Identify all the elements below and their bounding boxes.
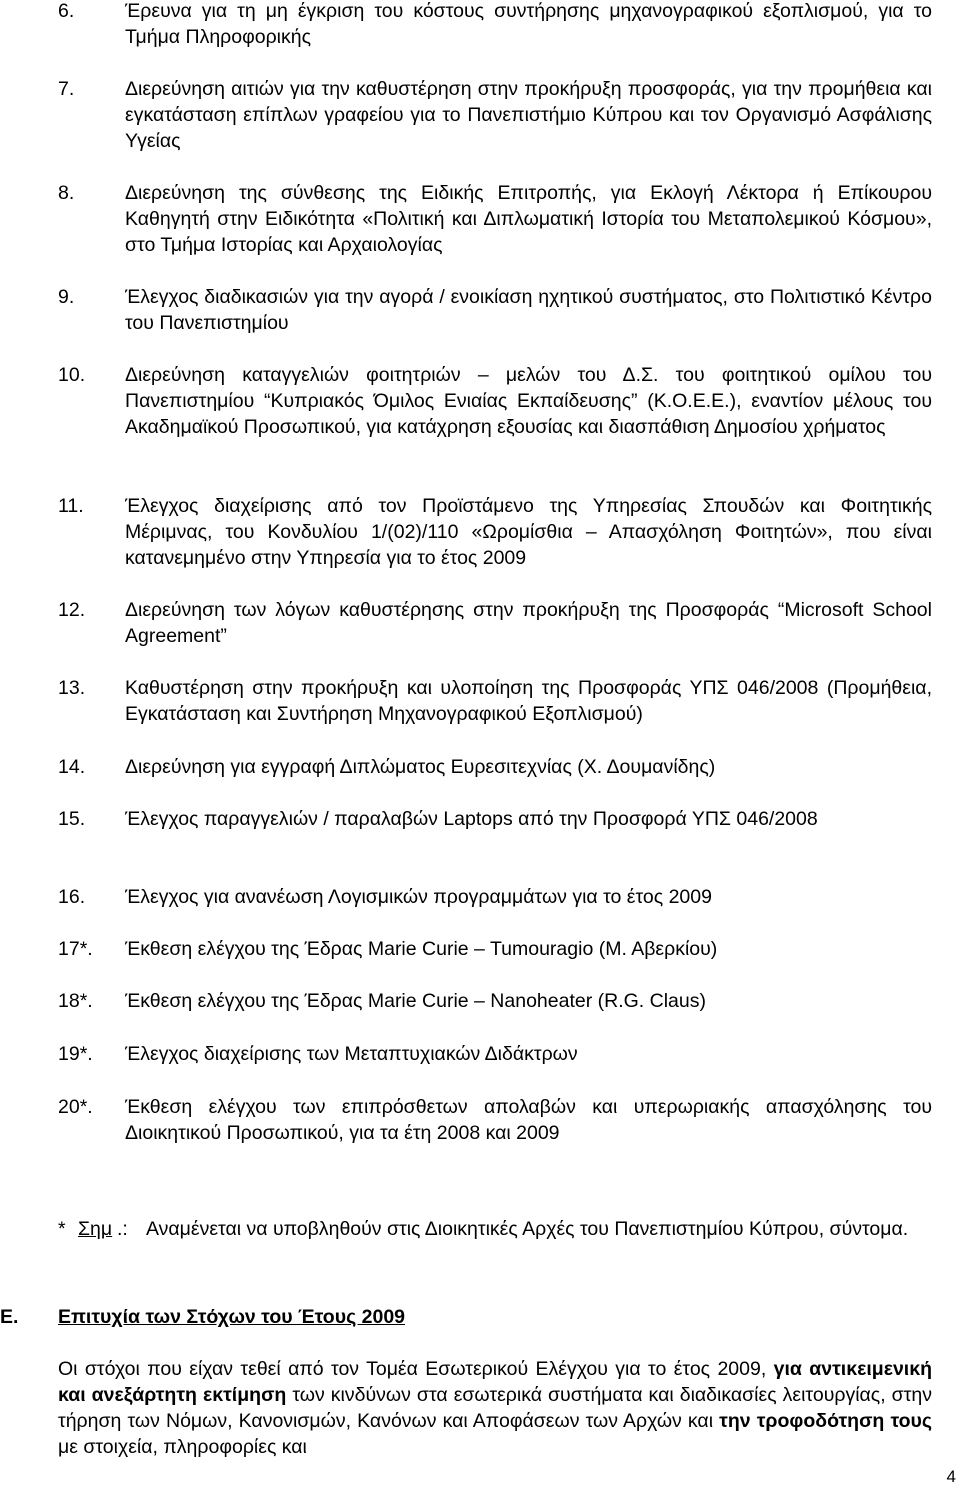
item-number: 8.: [58, 182, 75, 204]
item-number: 10.: [58, 364, 86, 386]
item-text: Έκθεση ελέγχου της Έδρας Marie Curie – Tumouragio (Μ. Αβερκίου): [125, 938, 718, 960]
item-number: 9.: [58, 286, 75, 308]
footnote-label: Σημ: [78, 1218, 113, 1240]
item-text: Έλεγχος διαχείρισης των Μεταπτυχιακών Διδάκτρων: [125, 1043, 578, 1065]
item-text: Έλεγχος διαχείρισης από τον Προϊστάμενο της Υπηρεσίας Σπουδών και Φοιτητικής Μέριμνας, του Κονδυλίου 1/(02)/110 «Ωρομίσθια – Απασχόληση Φοιτητών», που είναι κατανεμημένο στην Υπηρεσία για το έτος 2009: [125, 495, 932, 569]
item-number: 12.: [58, 599, 86, 621]
item-text: Διερεύνηση της σύνθεσης της Ειδικής Επιτροπής, για Εκλογή Λέκτορα ή Επίκουρου Καθηγητή στην Ειδικότητα «Πολιτική και Διπλωματική Ιστορία του Μεταπολεμικού Κόσμου», στο Τμήμα Ιστορίας και Αρχαιολογίας: [125, 182, 932, 256]
section-letter: Ε.: [0, 1306, 19, 1328]
item-text: Έκθεση ελέγχου των επιπρόσθετων απολαβών και υπερωριακής απασχόλησης του Διοικητικού Προσωπικού, για τα έτη 2008 και 2009: [125, 1096, 932, 1144]
item-text: Έρευνα για τη μη έγκριση του κόστους συντήρησης μηχανογραφικού εξοπλισμού, για το Τμήμα Πληροφορικής: [125, 0, 932, 48]
item-number: 18*.: [58, 990, 93, 1012]
paragraph-text: Οι στόχοι που είχαν τεθεί από τον Τομέα Εσωτερικού Ελέγχου για το έτος 2009,: [58, 1358, 774, 1380]
item-number: 6.: [58, 0, 75, 22]
footnote-text: Αναμένεται να υποβληθούν στις Διοικητικές Αρχές του Πανεπιστημίου Κύπρου, σύντομα.: [146, 1218, 909, 1240]
item-number: 17*.: [58, 938, 93, 960]
item-number: 7.: [58, 78, 75, 100]
item-number: 14.: [58, 756, 86, 778]
footnote-marker: *: [58, 1218, 66, 1240]
paragraph-bold-text: την τροφοδότηση τους: [719, 1410, 933, 1432]
item-text: Διερεύνηση καταγγελιών φοιτητριών – μελών του Δ.Σ. του φοιτητικού ομίλου του Πανεπιστημίου “Κυπριακός Όμιλος Ενιαίας Εκπαίδευσης” (Κ.Ο.Ε.Ε.), εναντίον μέλους του Ακαδημαϊκού Προσωπικού, για κατάχρηση εξουσίας και διασπάθιση Δημοσίου χρήματος: [125, 364, 932, 438]
item-number: 20*.: [58, 1096, 93, 1118]
item-number: 11.: [58, 495, 84, 517]
item-text: Διερεύνηση αιτιών για την καθυστέρηση στην προκήρυξη προσφοράς, για την προμήθεια και εγκατάσταση επίπλων γραφείου για το Πανεπιστήμιο Κύπρου και τον Οργανισμό Ασφάλισης Υγείας: [125, 78, 932, 152]
item-number: 19*.: [58, 1043, 93, 1065]
footnote-colon: .:: [117, 1218, 128, 1240]
item-number: 13.: [58, 677, 86, 699]
item-number: 16.: [58, 886, 86, 908]
item-text: Διερεύνηση για εγγραφή Διπλώματος Ευρεσιτεχνίας (Χ. Δουμανίδης): [125, 756, 716, 778]
item-text: Έλεγχος παραγγελιών / παραλαβών Laptops από την Προσφορά ΥΠΣ 046/2008: [125, 808, 818, 830]
item-text: Καθυστέρηση στην προκήρυξη και υλοποίηση της Προσφοράς ΥΠΣ 046/2008 (Προμήθεια, Εγκατάσταση και Συντήρηση Μηχανογραφικού Εξοπλισμού): [125, 677, 932, 725]
item-text: Έκθεση ελέγχου της Έδρας Marie Curie – Nanoheater (R.G. Claus): [125, 990, 706, 1012]
page-number: 4: [946, 1467, 956, 1486]
section-title: Επιτυχία των Στόχων του Έτους 2009: [58, 1306, 406, 1328]
item-number: 15.: [58, 808, 86, 830]
item-text: Έλεγχος διαδικασιών για την αγορά / ενοικίαση ηχητικού συστήματος, στο Πολιτιστικό Κέντρο του Πανεπιστημίου: [125, 286, 932, 334]
paragraph-text: με στοιχεία, πληροφορίες και: [58, 1436, 307, 1458]
paragraph-text: των κινδύνων στα εσωτερικά συστήματα και διαδικασίες λειτουργίας, στην τήρηση των Νόμων, Κανονισμών, Κανόνων και Αποφάσεων των Αρχών και: [58, 1384, 932, 1432]
item-text: Έλεγχος για ανανέωση Λογισμικών προγραμμάτων για το έτος 2009: [125, 886, 712, 908]
section-paragraph: [58, 1356, 932, 1460]
item-text: Διερεύνηση των λόγων καθυστέρησης στην προκήρυξη της Προσφοράς “Microsoft School Agreement”: [125, 599, 932, 647]
paragraph-bold-text: για αντικειμενική και ανεξάρτητη εκτίμηση: [58, 1358, 933, 1406]
